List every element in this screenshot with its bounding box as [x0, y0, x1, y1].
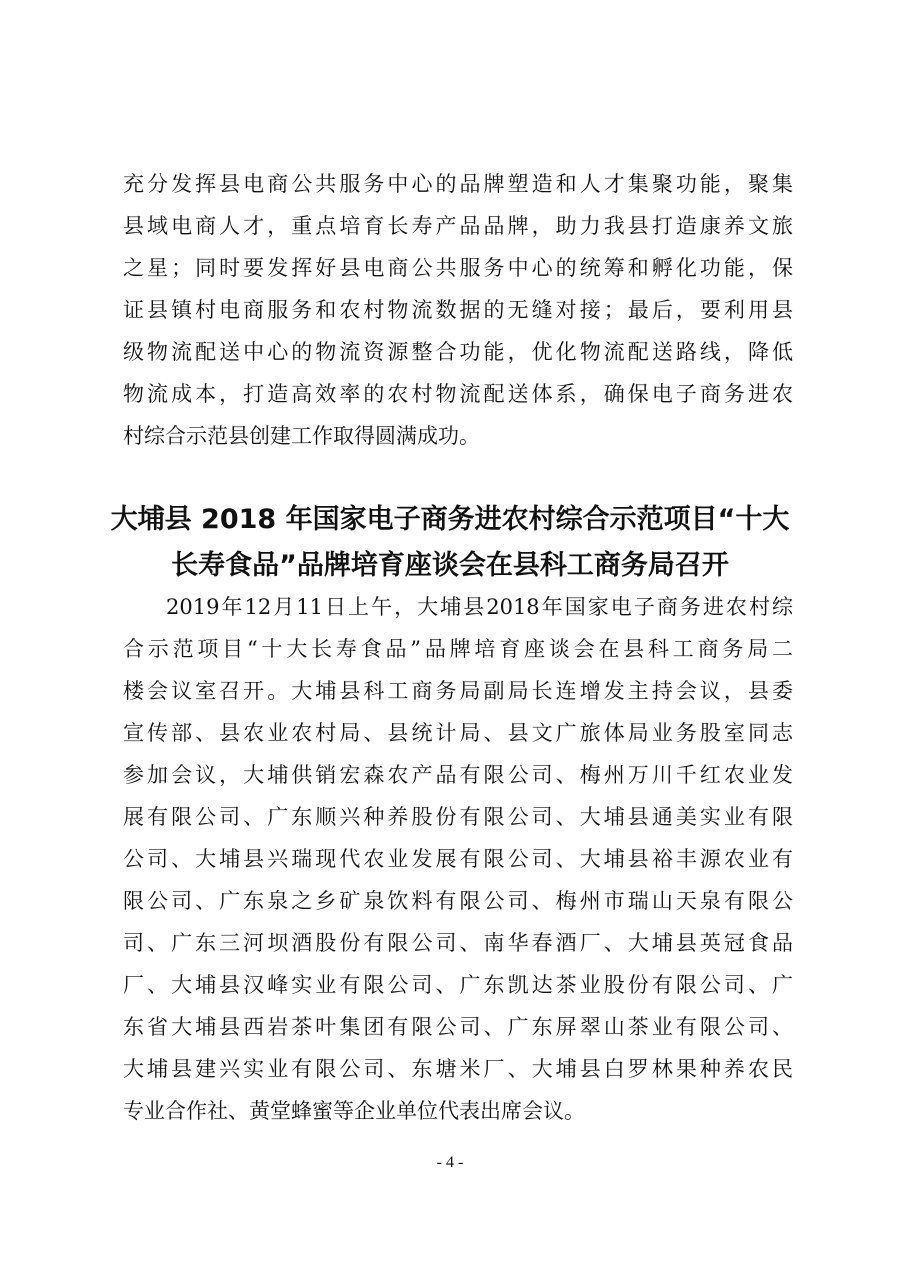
title-line: 长寿食品”品牌培育座谈会在县科工商务局召开 [171, 550, 729, 581]
paragraph-line: 之星；同时要发挥好县电商公共服务中心的统筹和孵化功能，保 [123, 256, 793, 280]
title-line: 大埔县 2018 年国家电子商务进农村综合示范项目“十大 [110, 504, 790, 535]
paragraph-line: 合示范项目“十大长寿食品”品牌培育座谈会在县科工商务局二 [123, 637, 793, 661]
paragraph-line: 县域电商人才，重点培育长寿产品品牌，助力我县打造康养文旅 [123, 214, 793, 238]
paragraph-line: 专业合作社、黄堂蜂蜜等企业单位代表出席会议。 [123, 1099, 585, 1123]
paragraph-line: 参加会议，大埔供销宏森农产品有限公司、梅州万川千红农业发 [123, 763, 793, 787]
paragraph-line: 证县镇村电商服务和农村物流数据的无缝对接；最后，要利用县 [123, 298, 793, 322]
paragraph-line: 限公司、广东泉之乡矿泉饮料有限公司、梅州市瑞山天泉有限公 [123, 889, 793, 913]
paragraph-line: 充分发挥县电商公共服务中心的品牌塑造和人才集聚功能，聚集 [123, 172, 793, 196]
paragraph-line: 厂、大埔县汉峰实业有限公司、广东凯达茶业股份有限公司、广 [123, 973, 793, 997]
paragraph-line: 物流成本，打造高效率的农村物流配送体系，确保电子商务进农 [123, 382, 793, 406]
paragraph-line: 东省大埔县西岩茶叶集团有限公司、广东屏翠山茶业有限公司、 [123, 1015, 793, 1039]
paragraph-line: 司、广东三河坝酒股份有限公司、南华春酒厂、大埔县英冠食品 [123, 931, 793, 955]
paragraph-line: 村综合示范县创建工作取得圆满成功。 [123, 424, 480, 448]
article-title [100, 497, 800, 589]
paragraph-line: 宣传部、县农业农村局、县统计局、县文广旅体局业务股室同志 [123, 721, 793, 745]
paragraph-line: 楼会议室召开。大埔县科工商务局副局长连增发主持会议，县委 [123, 679, 793, 703]
page-number: - 4 - [436, 1154, 464, 1171]
paragraph-line: 级物流配送中心的物流资源整合功能，优化物流配送路线，降低 [123, 340, 793, 364]
paragraph-line: 2019年12月11日上午，大埔县2018年国家电子商务进农村综 [166, 595, 793, 619]
paragraph-line: 大埔县建兴实业有限公司、东塘米厂、大埔县白罗林果种养农民 [123, 1057, 793, 1081]
paragraph-line: 展有限公司、广东顺兴种养股份有限公司、大埔县通美实业有限 [123, 805, 793, 829]
paragraph-line: 公司、大埔县兴瑞现代农业发展有限公司、大埔县裕丰源农业有 [123, 847, 793, 871]
article-body [123, 586, 793, 1132]
intro-paragraph [123, 163, 793, 457]
